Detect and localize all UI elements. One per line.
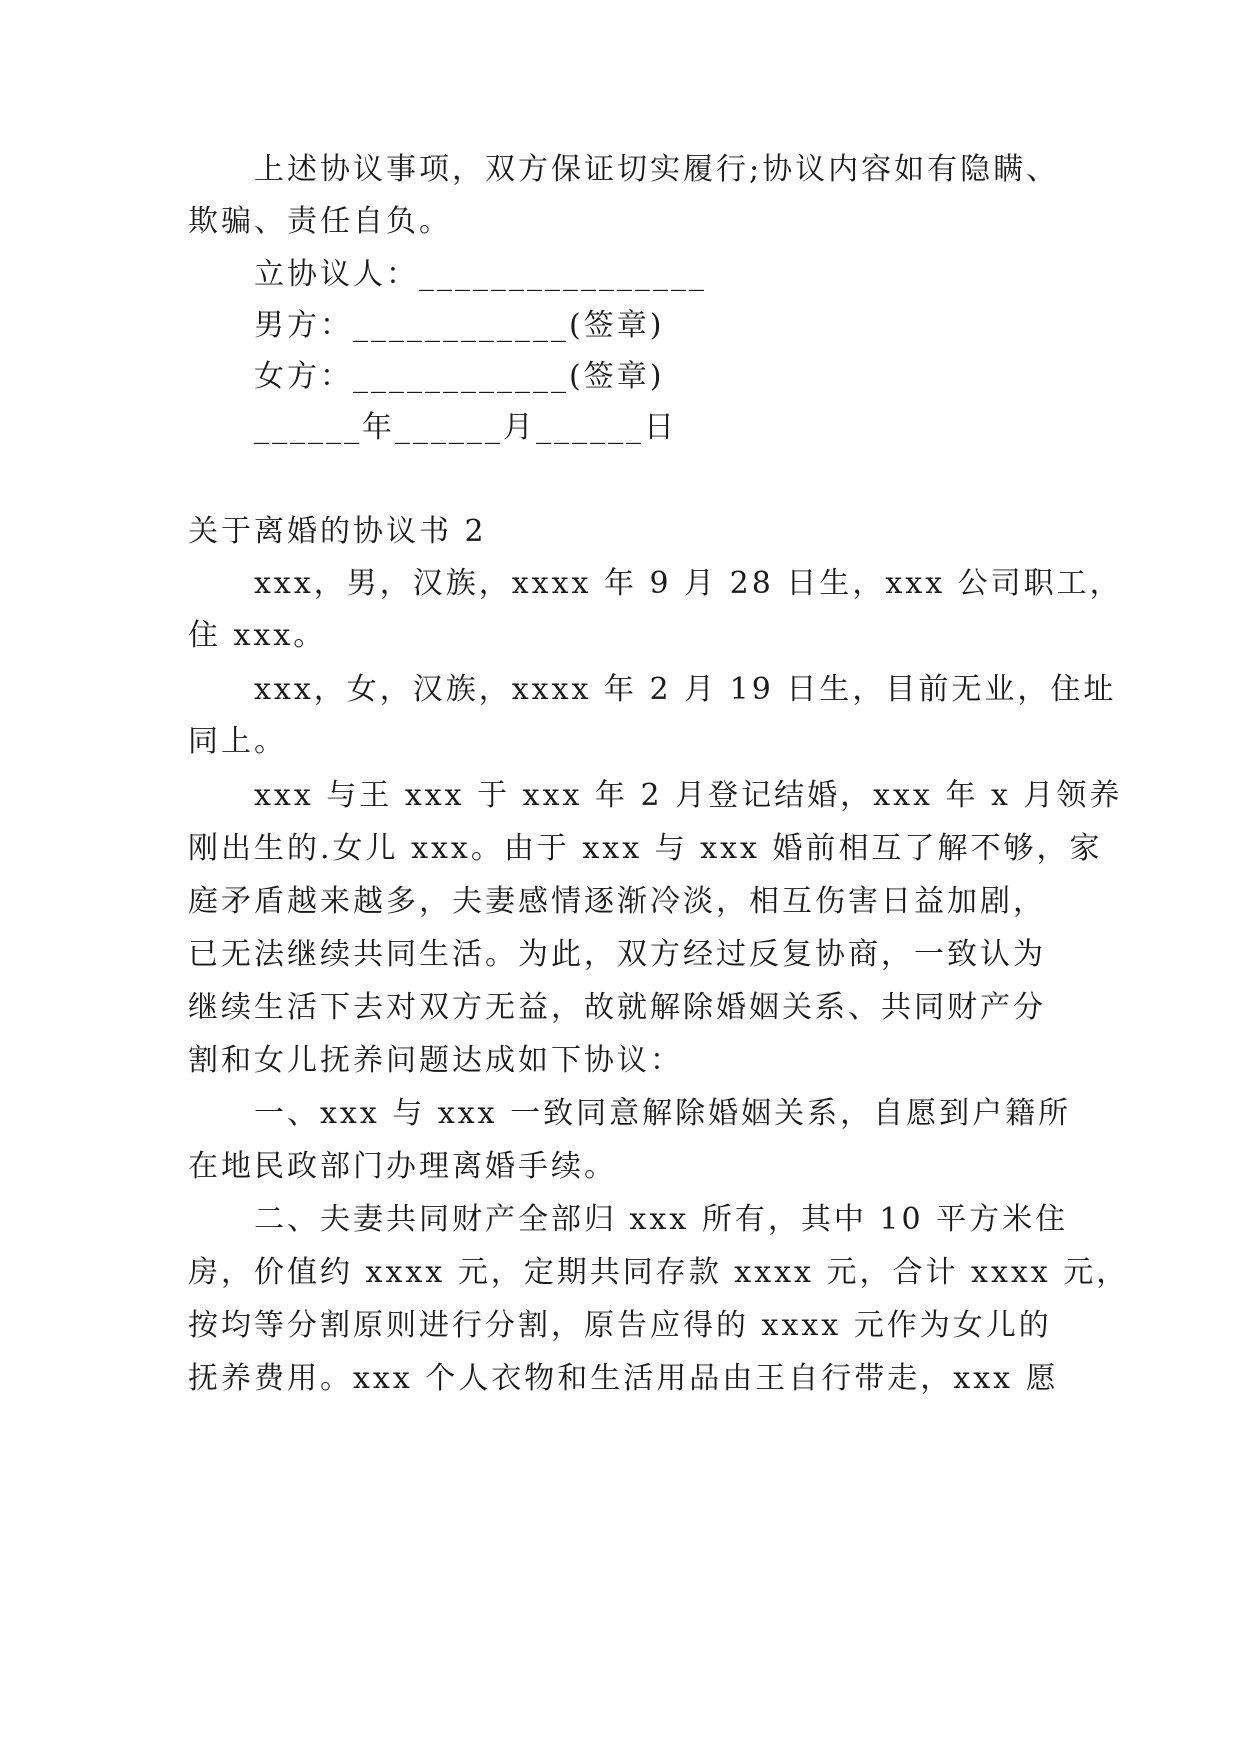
body-line: xxx，男，汉族，xxxx 年 9 月 28 日生，xxx 公司职工， [254, 566, 1123, 601]
body-line: 刚出生的.女儿 xxx。由于 xxx 与 xxx 婚前相互了解不够，家 [188, 831, 1103, 866]
body-line: xxx 与王 xxx 于 xxx 年 2 月登记结婚，xxx 年 x 月领养 [254, 778, 1123, 813]
body-line: 已无法继续共同生活。为此，双方经过反复协商，一致认为 [188, 937, 1046, 972]
body-line: 按均等分割原则进行分割，原告应得的 xxxx 元作为女儿的 [188, 1308, 1052, 1343]
section-title: 关于离婚的协议书 2 [188, 514, 487, 549]
body-line: 割和女儿抚养问题达成如下协议： [188, 1043, 683, 1078]
body-line: 同上。 [188, 724, 287, 759]
body-line: 住 xxx。 [188, 618, 327, 653]
date-line: ______年______月______日 [254, 410, 677, 445]
body-line: 一、xxx 与 xxx 一致同意解除婚姻关系，自愿到户籍所 [254, 1096, 1072, 1131]
body-line: 在地民政部门办理离婚手续。 [188, 1149, 617, 1184]
body-line: 房，价值约 xxxx 元，定期共同存款 xxxx 元，合计 xxxx 元， [188, 1255, 1130, 1290]
body-line: 继续生活下去对双方无益，故就解除婚姻关系、共同财产分 [188, 990, 1046, 1025]
male-signature-line: 男方：____________(签章) [254, 308, 665, 343]
intro-line-1: 上述协议事项，双方保证切实履行;协议内容如有隐瞒、 [254, 152, 1060, 187]
body-line: 抚养费用。xxx 个人衣物和生活用品由王自行带走，xxx 愿 [188, 1361, 1059, 1396]
body-line: xxx，女，汉族，xxxx 年 2 月 19 日生，目前无业，住址 [254, 672, 1117, 707]
intro-line-2: 欺骗、责任自负。 [188, 204, 452, 239]
body-line: 二、夫妻共同财产全部归 xxx 所有，其中 10 平方米住 [254, 1202, 1069, 1237]
agreer-signature-line: 立协议人：________________ [254, 257, 707, 292]
female-signature-line: 女方：____________(签章) [254, 359, 665, 394]
body-line: 庭矛盾越来越多，夫妻感情逐渐冷淡，相互伤害日益加剧， [188, 884, 1046, 919]
